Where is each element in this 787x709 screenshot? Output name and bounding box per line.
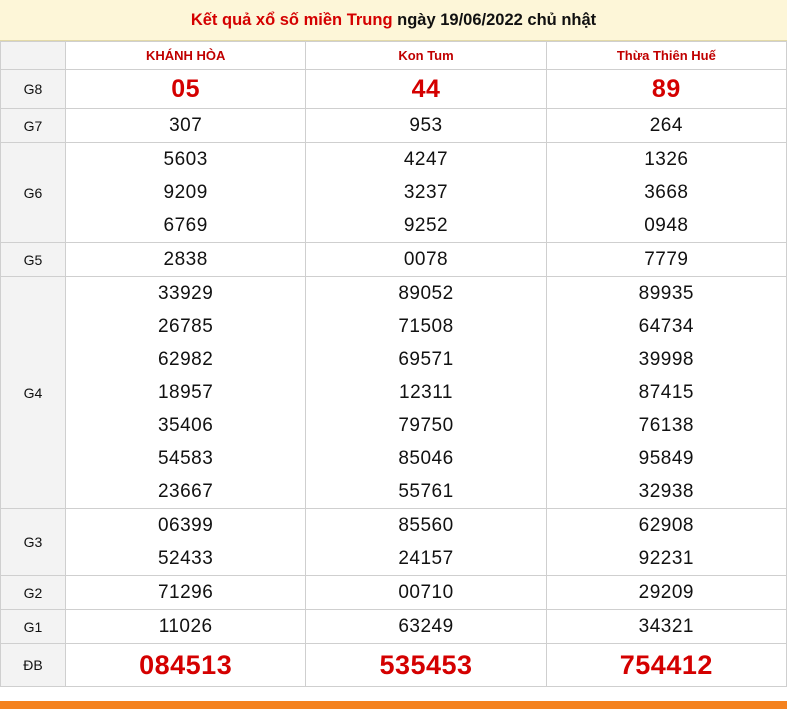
number-list	[66, 109, 305, 142]
bottom-strip	[0, 687, 787, 701]
table-row-g3	[1, 509, 787, 576]
results-table-body	[1, 70, 787, 687]
result-cell-g4-khanh-hoa	[66, 277, 306, 509]
prize-label-g4: G4	[1, 277, 66, 509]
number-list	[66, 143, 305, 242]
number-list	[547, 610, 786, 643]
result-number: 6769	[163, 215, 208, 236]
result-number: 26785	[157, 316, 214, 337]
result-number: 95849	[638, 448, 694, 469]
prize-label-g6: G6	[1, 143, 66, 243]
result-number: 55761	[398, 481, 454, 502]
number-list	[547, 143, 786, 242]
number-list	[547, 277, 786, 508]
result-cell-g6-thua-thien-hue	[546, 143, 786, 243]
result-cell-g1-khanh-hoa	[66, 610, 306, 644]
result-number: 264	[649, 115, 683, 136]
number-list	[306, 277, 545, 508]
result-number: 76138	[638, 415, 694, 436]
number-list	[66, 70, 305, 108]
result-cell-g2-thua-thien-hue	[546, 576, 786, 610]
result-number: 87415	[638, 382, 694, 403]
result-number: 05	[171, 75, 201, 103]
result-cell-g3-thua-thien-hue	[546, 509, 786, 576]
result-cell-g2-khanh-hoa	[66, 576, 306, 610]
page-title-bar	[0, 0, 787, 41]
result-cell-g3-khanh-hoa	[66, 509, 306, 576]
result-number: 3237	[403, 182, 449, 203]
result-cell-g5-thua-thien-hue	[546, 243, 786, 277]
results-table	[0, 41, 787, 687]
result-cell-g5-kon-tum	[306, 243, 546, 277]
result-number: 12311	[399, 382, 453, 403]
number-list	[306, 576, 545, 609]
result-number: 34321	[638, 616, 694, 637]
result-number: 2838	[163, 249, 208, 270]
table-row-g4	[1, 277, 787, 509]
result-number: 18957	[157, 382, 214, 403]
result-cell-g5-khanh-hoa	[66, 243, 306, 277]
number-list	[66, 277, 305, 508]
table-row-g2	[1, 576, 787, 610]
province-header-khanh-hoa[interactable]: KHÁNH HÒA	[66, 42, 306, 70]
result-number: 62982	[157, 349, 214, 370]
result-number: 85560	[398, 515, 454, 536]
table-corner-cell	[1, 42, 66, 70]
result-number: 52433	[157, 548, 214, 569]
result-number: 307	[169, 115, 203, 136]
result-number: 85046	[398, 448, 454, 469]
table-row-g7	[1, 109, 787, 143]
result-number: 0948	[644, 215, 689, 236]
table-row-g6	[1, 143, 787, 243]
result-number: 62908	[638, 515, 694, 536]
result-cell-g7-thua-thien-hue	[546, 109, 786, 143]
result-number: 71508	[398, 316, 454, 337]
number-list	[306, 243, 545, 276]
result-number: 32938	[638, 481, 694, 502]
number-list	[66, 576, 305, 609]
result-number: 44	[411, 75, 441, 103]
number-list	[547, 243, 786, 276]
prize-label-g2: G2	[1, 576, 66, 610]
result-cell-g7-khanh-hoa	[66, 109, 306, 143]
result-cell-g8-kon-tum	[306, 70, 546, 109]
result-number: 92231	[638, 548, 694, 569]
result-number: 7779	[644, 249, 689, 270]
result-number: 5603	[163, 149, 208, 170]
result-number: 0078	[403, 249, 449, 270]
number-list	[66, 644, 305, 686]
result-cell-g8-thua-thien-hue	[546, 70, 786, 109]
result-cell-g4-thua-thien-hue	[546, 277, 786, 509]
result-number: 24157	[398, 548, 454, 569]
result-cell-db-kon-tum	[306, 644, 546, 687]
province-header-kon-tum[interactable]: Kon Tum	[306, 42, 546, 70]
result-number: 9252	[403, 215, 449, 236]
result-number: 35406	[157, 415, 214, 436]
result-number: 23667	[157, 481, 214, 502]
number-list	[306, 70, 545, 108]
number-list	[547, 509, 786, 575]
number-list	[66, 243, 305, 276]
result-number: 39998	[638, 349, 694, 370]
prize-label-g7: G7	[1, 109, 66, 143]
number-list	[306, 109, 545, 142]
result-number: 084513	[139, 650, 233, 680]
number-list	[66, 509, 305, 575]
result-number: 3668	[644, 182, 689, 203]
table-row-g5	[1, 243, 787, 277]
result-cell-db-khanh-hoa	[66, 644, 306, 687]
result-cell-g1-thua-thien-hue	[546, 610, 786, 644]
result-number: 953	[409, 115, 443, 136]
prize-label-db: ĐB	[1, 644, 66, 687]
result-cell-db-thua-thien-hue	[546, 644, 786, 687]
result-cell-g4-kon-tum	[306, 277, 546, 509]
page-title-date: ngày 19/06/2022	[397, 10, 523, 29]
result-number: 54583	[157, 448, 214, 469]
number-list	[547, 644, 786, 686]
result-number: 1326	[644, 149, 689, 170]
result-cell-g7-kon-tum	[306, 109, 546, 143]
result-number: 29209	[638, 582, 694, 603]
result-number: 63249	[398, 616, 454, 637]
result-number: 64734	[638, 316, 694, 337]
result-number: 9209	[163, 182, 208, 203]
result-cell-g6-khanh-hoa	[66, 143, 306, 243]
number-list	[306, 143, 545, 242]
result-number: 71296	[157, 582, 214, 603]
result-number: 89935	[638, 283, 694, 304]
prize-label-g8: G8	[1, 70, 66, 109]
table-row-db	[1, 644, 787, 687]
page-title-suffix: chủ nhật	[527, 10, 597, 29]
result-number: 33929	[157, 283, 214, 304]
number-list	[547, 70, 786, 108]
result-number: 11026	[158, 616, 213, 637]
page-title	[191, 11, 596, 30]
prize-label-g1: G1	[1, 610, 66, 644]
province-header-thua-thien-hue[interactable]: Thừa Thiên Huế	[546, 42, 786, 70]
result-number: 79750	[398, 415, 454, 436]
number-list	[306, 610, 545, 643]
results-table-head	[1, 42, 787, 70]
result-cell-g8-khanh-hoa	[66, 70, 306, 109]
province-header-row	[1, 42, 787, 70]
result-number: 69571	[398, 349, 454, 370]
number-list	[306, 644, 545, 686]
result-cell-g2-kon-tum	[306, 576, 546, 610]
result-number: 754412	[619, 650, 713, 680]
result-number: 4247	[403, 149, 449, 170]
result-number: 89	[651, 75, 681, 103]
result-cell-g1-kon-tum	[306, 610, 546, 644]
result-number: 06399	[157, 515, 214, 536]
result-cell-g3-kon-tum	[306, 509, 546, 576]
table-row-g8	[1, 70, 787, 109]
number-list	[306, 509, 545, 575]
table-row-g1	[1, 610, 787, 644]
result-number: 89052	[398, 283, 454, 304]
prize-label-g5: G5	[1, 243, 66, 277]
number-list	[547, 576, 786, 609]
result-number: 535453	[379, 650, 473, 680]
result-cell-g6-kon-tum	[306, 143, 546, 243]
prize-label-g3: G3	[1, 509, 66, 576]
number-list	[66, 610, 305, 643]
result-number: 00710	[398, 582, 454, 603]
footer-accent-bar	[0, 701, 787, 709]
page-title-prefix: Kết quả xổ số miền Trung	[190, 10, 393, 29]
number-list	[547, 109, 786, 142]
